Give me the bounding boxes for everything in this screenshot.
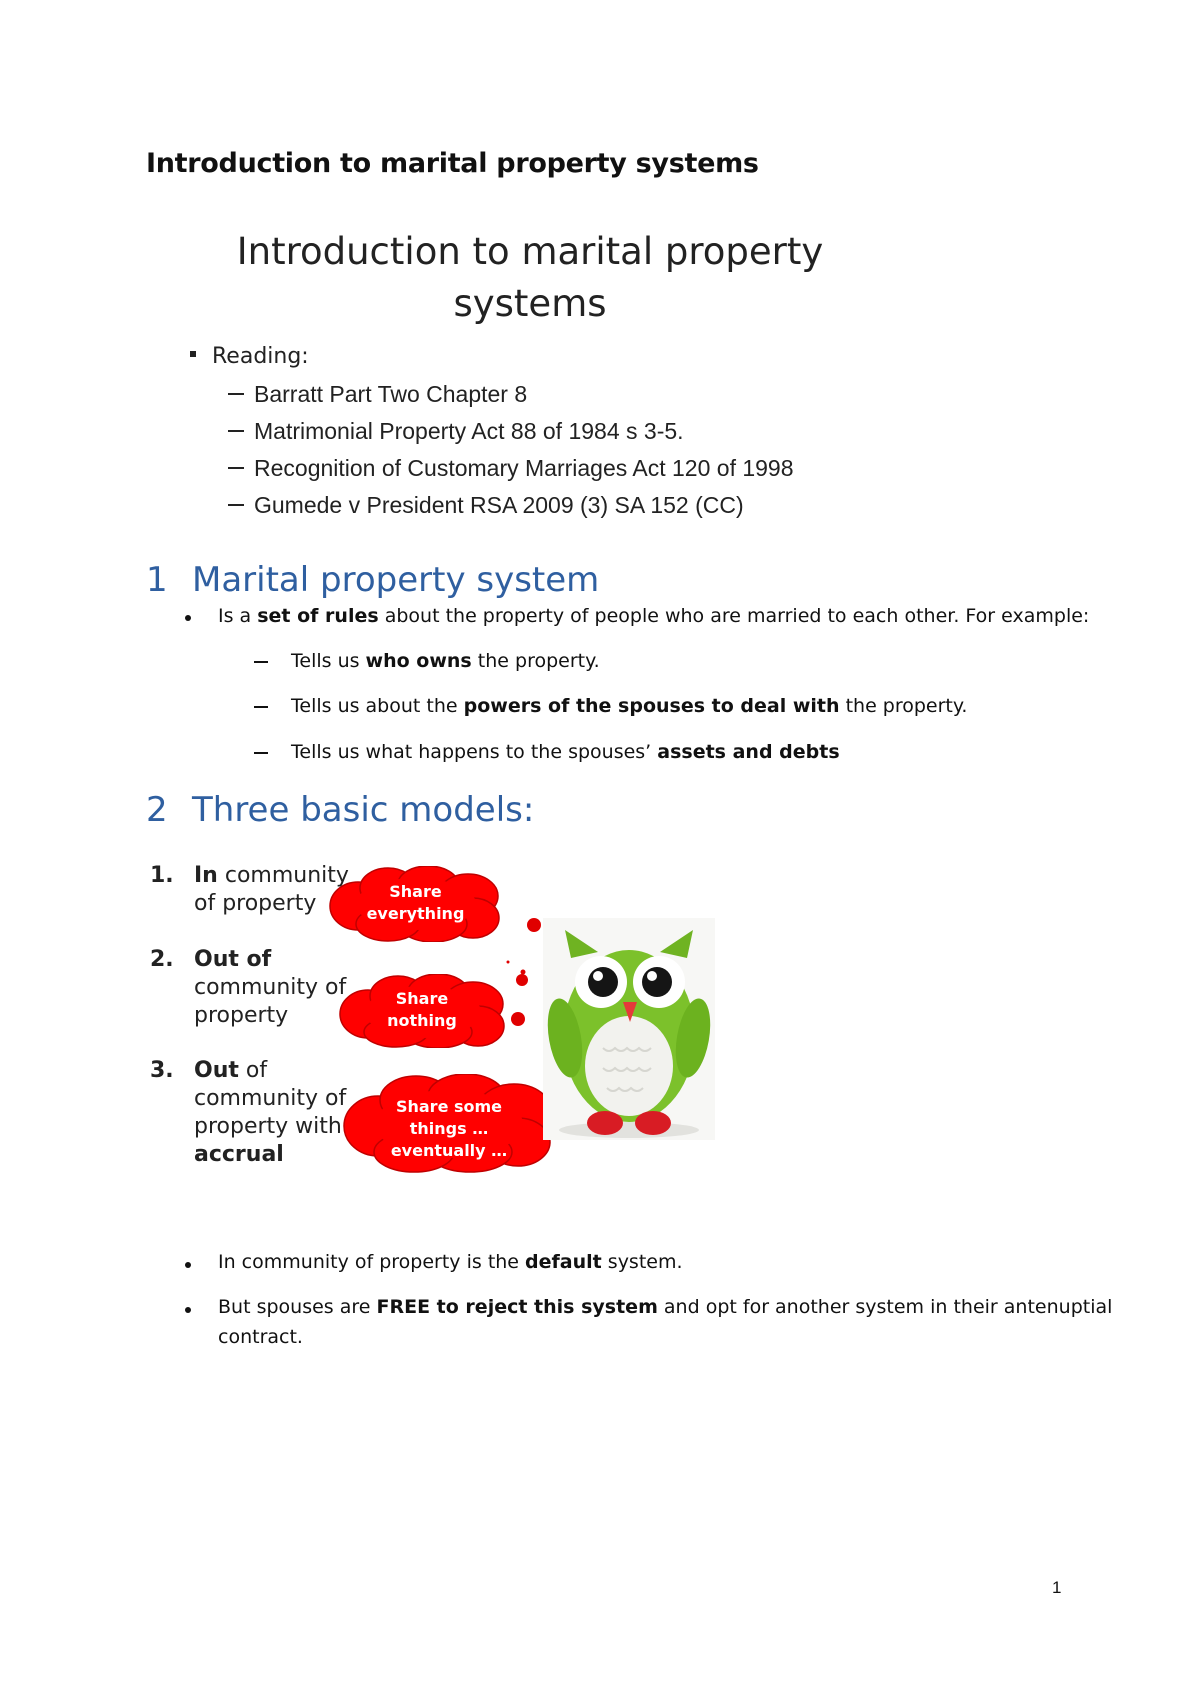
section-title: Three basic models: — [192, 790, 535, 830]
model-text — [194, 946, 354, 1030]
slide-reading-item-text: Recognition of Customary Marriages Act 120 of 1998 — [254, 455, 794, 481]
bold-text: default — [525, 1251, 602, 1273]
cloud-text — [338, 988, 506, 1032]
bullet-icon — [185, 1307, 191, 1313]
text: property with — [194, 1114, 342, 1139]
slide-reading-item — [228, 492, 744, 519]
slide-reading-item-text: Barratt Part Two Chapter 8 — [254, 381, 528, 407]
slide-title-line1: Introduction to marital property — [236, 230, 824, 273]
document-title: Introduction to marital property systems — [146, 148, 759, 179]
section-1-bullet — [218, 605, 1089, 627]
bold-text: powers of the spouses to deal with — [463, 695, 840, 717]
bold-text: accrual — [194, 1142, 284, 1167]
section-2-bullet — [218, 1251, 683, 1273]
text: Tells us — [291, 650, 366, 672]
dash-icon — [254, 752, 268, 754]
thought-cloud — [342, 1074, 556, 1174]
model-number: 1. — [150, 863, 174, 888]
slide-reading-item-text: Gumede v President RSA 2009 (3) SA 152 (CC) — [254, 492, 744, 518]
cloud-text — [342, 1096, 556, 1162]
section-title: Marital property system — [192, 560, 600, 600]
thought-cloud — [338, 974, 506, 1048]
slide-reading-item — [228, 381, 527, 408]
text: and opt for another system in their antenuptial — [657, 1296, 1113, 1318]
bold-text: set of rules — [257, 605, 379, 627]
section-1-heading — [146, 560, 599, 600]
slide-reading-bullet — [190, 344, 309, 369]
section-1-sub-item — [291, 741, 840, 763]
owl-image — [543, 918, 715, 1140]
text: Share — [395, 989, 449, 1008]
bullet-icon — [185, 615, 191, 621]
text: Is a — [218, 605, 258, 627]
text: Share — [389, 882, 442, 901]
text: things … — [409, 1119, 489, 1138]
section-number: 2 — [146, 790, 168, 830]
model-text — [194, 1057, 354, 1169]
text: the property. — [839, 695, 968, 717]
slide-reading-item — [228, 455, 794, 482]
model-number: 3. — [150, 1058, 174, 1083]
owl-icon — [543, 918, 715, 1140]
dash-icon — [228, 393, 244, 395]
text: community — [217, 863, 349, 888]
text: property — [194, 1003, 289, 1028]
bold-text: who owns — [365, 650, 472, 672]
bold-text: FREE to reject this system — [376, 1296, 658, 1318]
text: Share some — [395, 1097, 503, 1116]
model-number: 2. — [150, 947, 174, 972]
page-number: 1 — [1052, 1578, 1062, 1597]
text: of property — [194, 891, 317, 916]
section-2-heading — [146, 790, 534, 830]
text: community of — [194, 1086, 347, 1111]
text: eventually … — [390, 1141, 508, 1160]
bullet-icon — [185, 1262, 191, 1268]
slide-reading-label: Reading: — [212, 344, 309, 369]
text: In community of property is the — [218, 1251, 526, 1273]
text: system. — [601, 1251, 683, 1273]
text: nothing — [387, 1011, 457, 1030]
section-1-sub-item — [291, 650, 600, 672]
section-number: 1 — [146, 560, 168, 600]
dash-icon — [254, 661, 268, 663]
text: the property. — [471, 650, 600, 672]
cloud-text — [328, 881, 503, 925]
bold-text: assets and debts — [657, 741, 840, 763]
bold-text: In — [194, 863, 218, 888]
text: everything — [366, 904, 465, 923]
dash-icon — [228, 504, 244, 506]
dash-icon — [228, 430, 244, 432]
text: Tells us about the — [291, 695, 464, 717]
slide-reading-item-text: Matrimonial Property Act 88 of 1984 s 3-5. — [254, 418, 684, 444]
bold-text: Out — [194, 1058, 239, 1083]
bold-text: Out of — [194, 947, 272, 972]
thought-cloud — [328, 866, 503, 942]
section-2-bullet — [218, 1296, 1112, 1318]
text: Tells us what happens to the spouses’ — [291, 741, 658, 763]
square-bullet-icon — [190, 351, 196, 357]
section-2-bullet-continuation: contract. — [218, 1326, 303, 1348]
text: about the property of people who are married to each other. For example: — [378, 605, 1090, 627]
text: of — [238, 1058, 268, 1083]
text: community of — [194, 975, 347, 1000]
dash-icon — [228, 467, 244, 469]
dash-icon — [254, 706, 268, 708]
section-1-sub-item — [291, 695, 967, 717]
slide-reading-item — [228, 418, 684, 445]
slide-title-line2: systems — [453, 282, 607, 325]
text: But spouses are — [218, 1296, 377, 1318]
